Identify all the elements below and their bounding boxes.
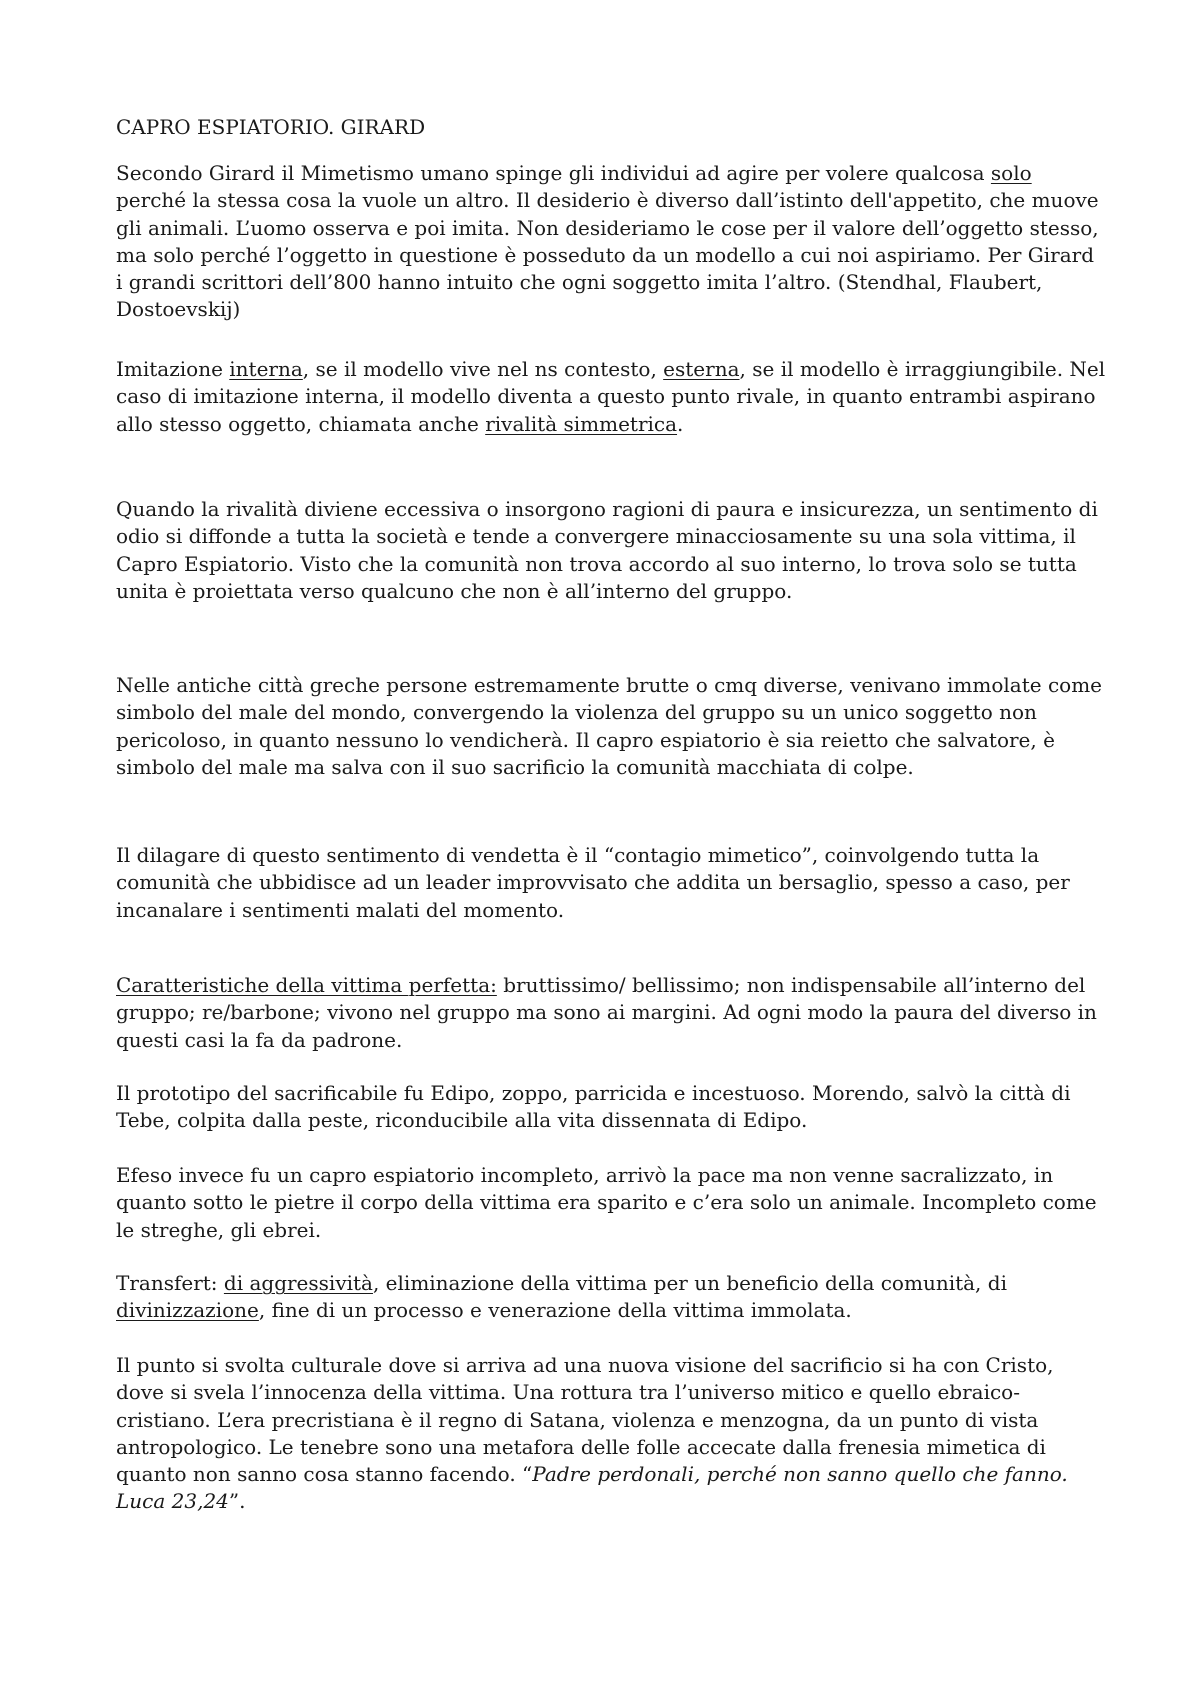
italic-quote: Padre perdonali, perché non sanno quello che fanno. Luca 23,24 [116, 1462, 1068, 1514]
paragraph-caratteristiche [116, 972, 1106, 1054]
text-run: , se il modello è irraggiungibile. Nel caso di imitazione interna, il modello diventa a questo punto rivale, in quanto entrambi aspirano allo stesso oggetto, chiamata anche [116, 357, 1106, 436]
paragraph-cristo [116, 1352, 1106, 1516]
underlined-text: esterna [663, 357, 740, 381]
text-run: Secondo Girard il Mimetismo umano spinge gli individui ad agire per volere qualcosa [116, 161, 991, 185]
paragraph-citta-greche: Nelle antiche città greche persone estremamente brutte o cmq diverse, venivano immolate come simbolo del male del mondo, convergendo la violenza del gruppo su un unico soggetto non pericoloso, in quanto nessuno lo vendicherà. Il capro espiatorio è sia reietto che salvatore, è simbolo del male ma salva con il suo sacrificio la comunità macchiata di colpe. [116, 673, 1102, 779]
text-run: . [677, 411, 684, 436]
document-title: CAPRO ESPIATORIO. GIRARD [116, 115, 426, 139]
text-run: ”. [228, 1489, 246, 1514]
underlined-text: Caratteristiche della vittima perfetta: [116, 973, 497, 997]
paragraph-transfert [116, 1270, 1106, 1325]
text-run: , se il modello vive nel ns contesto, [302, 357, 664, 381]
paragraph-mimetismo [116, 160, 1106, 324]
text-run: Il punto si svolta culturale dove si arriva ad una nuova visione del sacrificio si ha con Cristo, dove si svela l’innocenza della vittima. Una rottura tra l’universo mitico e quello ebraico-cristiano. L’era precristiana è il regno di Satana, violenza e menzogna, da un punto di vista antropologico. Le tenebre sono una metafora delle folle accecate dalla frenesia mimetica di quanto non sanno cosa stanno facendo. “ [116, 1353, 1054, 1487]
text-run: perché la stessa cosa la vuole un altro. Il desiderio è diverso dall’istinto dell'appetito, che muove gli animali. L’uomo osserva e poi imita. Non desideriamo le cose per il valore dell’oggetto stesso, ma solo perché l’oggetto in questione è posseduto da un modello a cui noi aspiriamo. Per Girard i grandi scrittori dell’800 hanno intuito che ogni soggetto imita l’altro. (Stendhal, Flaubert, Dostoevskij) [116, 188, 1099, 322]
paragraph-edipo: Il prototipo del sacrificabile fu Edipo, zoppo, parricida e incestuoso. Morendo, salvò la città di Tebe, colpita dalla peste, riconducibile alla vita dissennata di Edipo. [116, 1081, 1071, 1133]
paragraph-imitazione [116, 356, 1106, 438]
text-run: Imitazione [116, 357, 230, 381]
text-run: , fine di un processo e venerazione della vittima immolata. [258, 1298, 852, 1323]
underlined-text: di aggressività [223, 1271, 373, 1295]
underlined-text: interna [229, 357, 303, 381]
paragraph-rivalita: Quando la rivalità diviene eccessiva o insorgono ragioni di paura e insicurezza, un sentimento di odio si diffonde a tutta la società e tende a convergere minacciosamente su una sola vittima, il Capro Espiatorio. Visto che la comunità non trova accordo al suo interno, lo trova solo se tutta unita è proiettata verso qualcuno che non è all’interno del gruppo. [116, 497, 1098, 603]
paragraph-contagio-mimetico: Il dilagare di questo sentimento di vendetta è il “contagio mimetico”, coinvolgendo tutta la comunità che ubbidisce ad un leader improvvisato che addita un bersaglio, spesso a caso, per incanalare i sentimenti malati del momento. [116, 843, 1070, 922]
text-run: Transfert: [116, 1271, 224, 1295]
underlined-text: divinizzazione [116, 1298, 259, 1323]
text-run: , eliminazione della vittima per un beneficio della comunità, di [372, 1271, 1007, 1295]
underlined-text: solo [990, 161, 1032, 185]
text-run: bruttissimo/ bellissimo; non indispensabile all’interno del gruppo; re/barbone; vivono nel gruppo ma sono ai margini. Ad ogni modo la paura del diverso in questi casi la fa da padrone. [116, 973, 1097, 1052]
underlined-text: rivalità simmetrica [485, 411, 678, 436]
paragraph-efeso: Efeso invece fu un capro espiatorio incompleto, arrivò la pace ma non venne sacralizzato, in quanto sotto le pietre il corpo della vittima era sparito e c’era solo un animale. Incompleto come le streghe, gli ebrei. [116, 1163, 1097, 1242]
